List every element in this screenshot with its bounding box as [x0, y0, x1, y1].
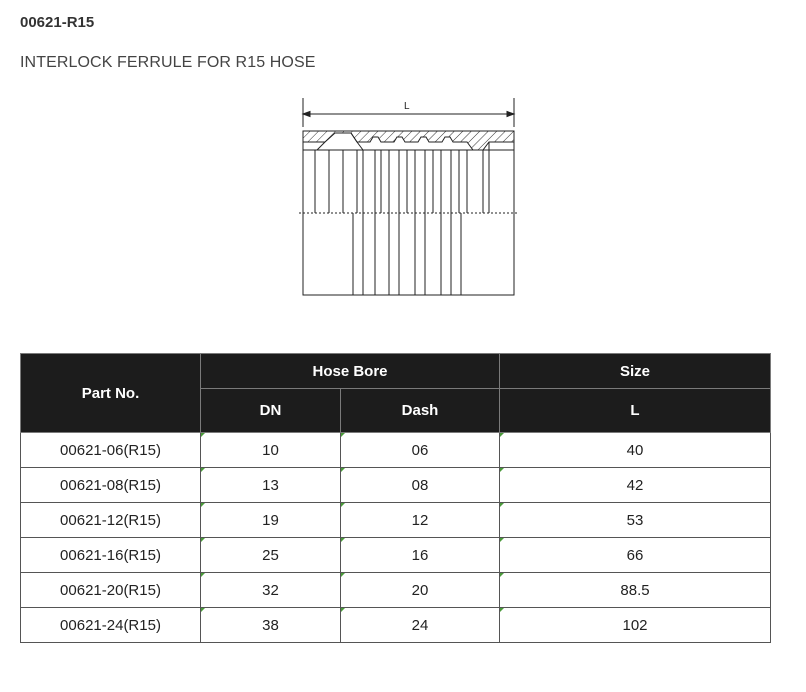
cell-dn: 13 [201, 468, 341, 503]
table-row [21, 433, 771, 468]
cell-l: 102 [500, 608, 771, 643]
header-size: Size [500, 354, 771, 389]
header-part-no: Part No. [21, 354, 201, 433]
cell-part-no: 00621-06(R15) [21, 433, 201, 468]
cell-part-no: 00621-12(R15) [21, 503, 201, 538]
table-row [21, 503, 771, 538]
cell-dash: 12 [341, 503, 500, 538]
cell-dn: 19 [201, 503, 341, 538]
cell-dash: 06 [341, 433, 500, 468]
ferrule-technical-drawing [295, 95, 525, 300]
cell-part-no: 00621-20(R15) [21, 573, 201, 608]
header-hose-bore: Hose Bore [201, 354, 500, 389]
cell-part-no: 00621-16(R15) [21, 538, 201, 573]
table-row [21, 573, 771, 608]
product-description: INTERLOCK FERRULE FOR R15 HOSE [20, 54, 316, 71]
cell-l: 66 [500, 538, 771, 573]
header-dn: DN [201, 389, 341, 433]
cell-dn: 38 [201, 608, 341, 643]
cell-dash: 24 [341, 608, 500, 643]
cell-l: 40 [500, 433, 771, 468]
product-code-title: 00621-R15 [20, 14, 95, 31]
table-row [21, 468, 771, 503]
cell-dash: 16 [341, 538, 500, 573]
cell-l: 42 [500, 468, 771, 503]
specification-table [20, 353, 771, 643]
cell-part-no: 00621-08(R15) [21, 468, 201, 503]
table-row [21, 538, 771, 573]
cell-dn: 10 [201, 433, 341, 468]
section-hatch [303, 131, 514, 150]
cell-dash: 08 [341, 468, 500, 503]
cell-dn: 25 [201, 538, 341, 573]
header-dash: Dash [341, 389, 500, 433]
cell-dn: 32 [201, 573, 341, 608]
cell-l: 88.5 [500, 573, 771, 608]
header-l: L [500, 389, 771, 433]
table-row [21, 608, 771, 643]
dimension-label: L [404, 101, 410, 112]
cell-l: 53 [500, 503, 771, 538]
cell-dash: 20 [341, 573, 500, 608]
cell-part-no: 00621-24(R15) [21, 608, 201, 643]
